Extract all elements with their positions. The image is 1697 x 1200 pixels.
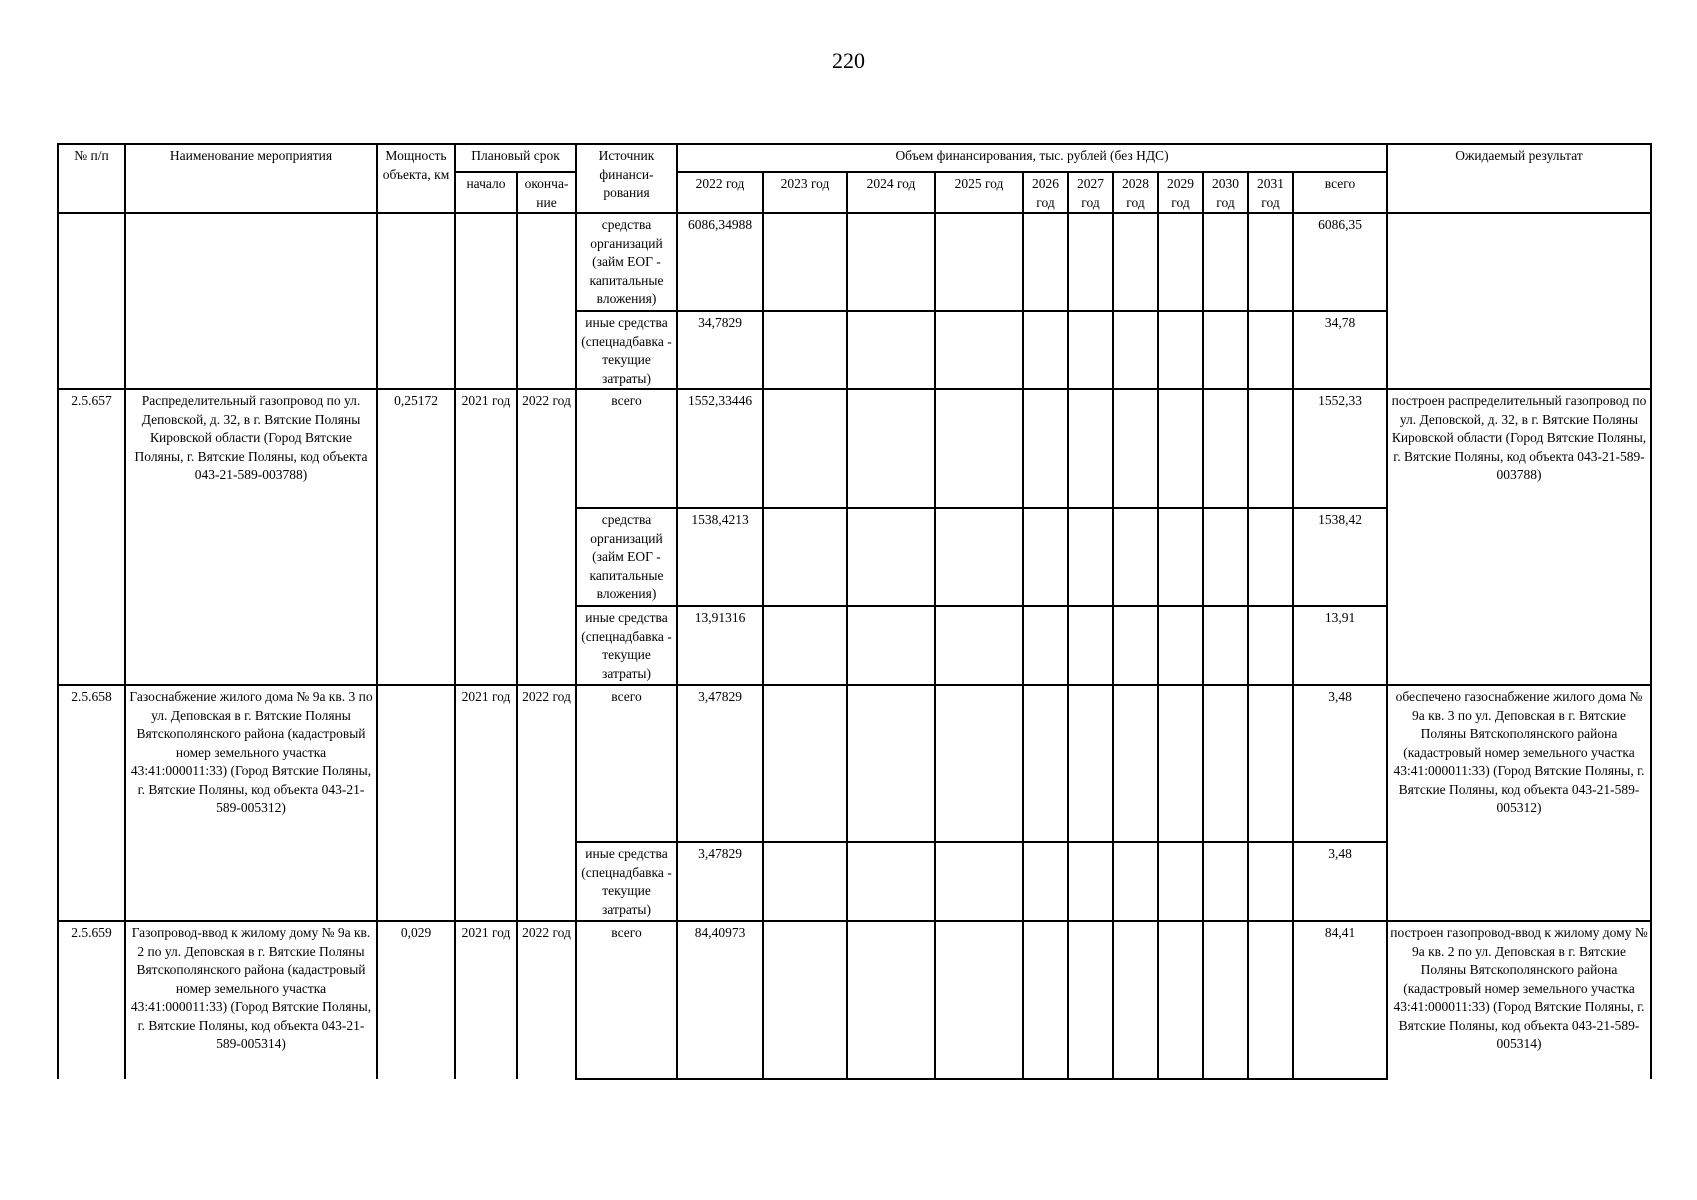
row-end: 2022 год xyxy=(517,685,576,921)
source-cell: всего xyxy=(576,685,677,842)
source-cell: иные средства (спецнадбавка - текущие затраты) xyxy=(576,606,677,685)
cont-num xyxy=(58,213,125,389)
header-year-2026: 2026 год xyxy=(1023,172,1068,213)
header-year-2022: 2022 год xyxy=(677,172,763,213)
value-2022: 84,40973 xyxy=(677,921,763,1079)
header-year-2029: 2029 год xyxy=(1158,172,1203,213)
source-cell: средства организаций (займ ЕОГ - капитальные вложения) xyxy=(576,508,677,606)
value-total: 3,48 xyxy=(1293,842,1387,921)
table-row xyxy=(58,921,1651,1079)
row-name: Газоснабжение жилого дома № 9а кв. 3 по ул. Деповская в г. Вятские Поляны Вятскополянского района (кадастровый номер земельного участка 43:41:000011:33) (Город Вятские Поляны, г. Вятские Поляны, код объекта 043-21-589-005312) xyxy=(125,685,377,921)
cont-result xyxy=(1387,213,1651,389)
source-cell: всего xyxy=(576,389,677,508)
header-year-2025: 2025 год xyxy=(935,172,1023,213)
source-cell: всего xyxy=(576,921,677,1079)
header-period: Плановый срок xyxy=(455,144,576,172)
header-power: Мощность объекта, км xyxy=(377,144,455,213)
header-total: всего xyxy=(1293,172,1387,213)
row-result: обеспечено газоснабжение жилого дома № 9а кв. 3 по ул. Деповская в г. Вятские Поляны Вятскополянского района (кадастровый номер земельного участка 43:41:000011:33) (Город Вятские Поляны, г. Вятские Поляны, код объекта 043-21-589-005312) xyxy=(1387,685,1651,921)
cont-start xyxy=(455,213,517,389)
value-2022: 6086,34988 xyxy=(677,213,763,311)
row-power: 0,029 xyxy=(377,921,455,1079)
funding-table xyxy=(57,143,1652,1080)
value-total: 13,91 xyxy=(1293,606,1387,685)
header-year-2031: 2031 год xyxy=(1248,172,1293,213)
row-name: Распределительный газопровод по ул. Деповской, д. 32, в г. Вятские Поляны Кировской области (Город Вятские Поляны, г. Вятские Поляны, код объекта 043-21-589-003788) xyxy=(125,389,377,685)
value-2022: 3,47829 xyxy=(677,685,763,842)
value-2022: 1552,33446 xyxy=(677,389,763,508)
value-2022: 13,91316 xyxy=(677,606,763,685)
source-cell: иные средства (спецнадбавка - текущие затраты) xyxy=(576,842,677,921)
row-name: Газопровод-ввод к жилому дому № 9а кв. 2 по ул. Деповская в г. Вятские Поляны Вятскополянского района (кадастровый номер земельного участка 43:41:000011:33) (Город Вятские Поляны, г. Вятские Поляны, код объекта 043-21-589-005314) xyxy=(125,921,377,1079)
row-start: 2021 год xyxy=(455,685,517,921)
cont-end xyxy=(517,213,576,389)
value-total: 1552,33 xyxy=(1293,389,1387,508)
row-power xyxy=(377,685,455,921)
row-start: 2021 год xyxy=(455,389,517,685)
row-end: 2022 год xyxy=(517,921,576,1079)
value-total: 6086,35 xyxy=(1293,213,1387,311)
row-power: 0,25172 xyxy=(377,389,455,685)
source-cell: средства организаций (займ ЕОГ - капитальные вложения) xyxy=(576,213,677,311)
row-result: построен распределительный газопровод по ул. Деповской, д. 32, в г. Вятские Поляны Кировской области (Город Вятские Поляны, г. Вятские Поляны, код объекта 043-21-589-003788) xyxy=(1387,389,1651,685)
table-row xyxy=(58,685,1651,842)
header-result: Ожидаемый результат xyxy=(1387,144,1651,213)
row-num: 2.5.659 xyxy=(58,921,125,1079)
header-row-1 xyxy=(58,144,1651,172)
header-num: № п/п xyxy=(58,144,125,213)
row-end: 2022 год xyxy=(517,389,576,685)
table-row xyxy=(58,389,1651,508)
row-start: 2021 год xyxy=(455,921,517,1079)
value-2022: 34,7829 xyxy=(677,311,763,389)
source-cell: иные средства (спецнадбавка - текущие затраты) xyxy=(576,311,677,389)
row-result: построен газопровод-ввод к жилому дому № 9а кв. 2 по ул. Деповская в г. Вятские Поляны Вятскополянского района (кадастровый номер земельного участка 43:41:000011:33) (Город Вятские Поляны, г. Вятские Поляны, код объекта 043-21-589-005314) xyxy=(1387,921,1651,1079)
row-num: 2.5.657 xyxy=(58,389,125,685)
cont-power xyxy=(377,213,455,389)
header-source: Источник финанси-рования xyxy=(576,144,677,213)
header-year-2030: 2030 год xyxy=(1203,172,1248,213)
value-total: 3,48 xyxy=(1293,685,1387,842)
value-2022: 3,47829 xyxy=(677,842,763,921)
header-name: Наименование мероприятия xyxy=(125,144,377,213)
header-year-2028: 2028 год xyxy=(1113,172,1158,213)
value-total: 1538,42 xyxy=(1293,508,1387,606)
value-total: 34,78 xyxy=(1293,311,1387,389)
header-year-2027: 2027 год xyxy=(1068,172,1113,213)
header-year-2024: 2024 год xyxy=(847,172,935,213)
page-number: 220 xyxy=(832,48,865,73)
header-end: оконча-ние xyxy=(517,172,576,213)
row-num: 2.5.658 xyxy=(58,685,125,921)
header-year-2023: 2023 год xyxy=(763,172,847,213)
header-funding: Объем финансирования, тыс. рублей (без НДС) xyxy=(677,144,1387,172)
value-total: 84,41 xyxy=(1293,921,1387,1079)
value-2022: 1538,4213 xyxy=(677,508,763,606)
header-start: начало xyxy=(455,172,517,213)
table-row xyxy=(58,213,1651,311)
cont-name xyxy=(125,213,377,389)
